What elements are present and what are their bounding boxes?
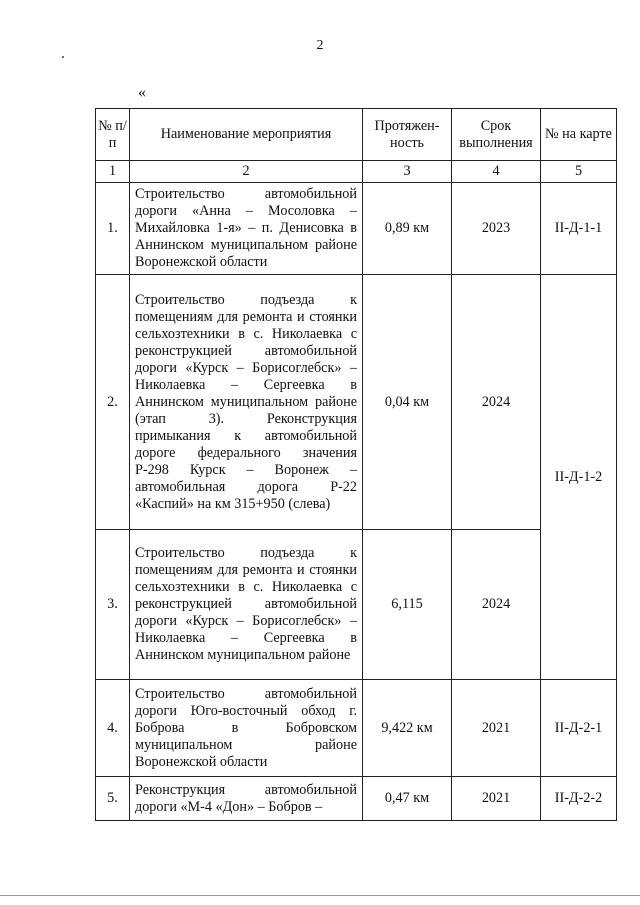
measure-length: 0,04 км xyxy=(363,275,452,530)
measure-name: Строительство подъезда к помещениям для ремонта и стоянки сельхозтехники в с. Николаевка с реконструкцией автомобильной дороги «Курск – Борисоглебск» – Николаевка – Сергеевка в Аннинском муниципальном районе (этап 3). Реконструкция примыкания к автомобильной дороге федерального значения Р-298 Курск – Воронеж – автомобильная дорога Р-22 «Каспий» на км 315+950 (слева) xyxy=(130,275,363,530)
measure-year: 2021 xyxy=(452,680,541,777)
map-number: II-Д-2-1 xyxy=(541,680,617,777)
row-number: 5. xyxy=(96,777,130,821)
measure-year: 2024 xyxy=(452,530,541,680)
measure-name: Строительство автомобильной дороги Юго-восточный обход г. Боброва в Бобровском муниципальном районе Воронежской области xyxy=(130,680,363,777)
map-number: II-Д-2-2 xyxy=(541,777,617,821)
measures-table xyxy=(95,108,617,821)
map-number: II-Д-1-1 xyxy=(541,183,617,275)
table-row xyxy=(96,183,617,275)
column-number: 1 xyxy=(96,161,130,183)
column-number: 5 xyxy=(541,161,617,183)
header-name: Наименование мероприятия xyxy=(130,109,363,161)
opening-quote: « xyxy=(138,84,146,101)
row-number: 3. xyxy=(96,530,130,680)
measure-name: Строительство подъезда к помещениям для ремонта и стоянки сельхозтехники в с. Николаевка с реконструкцией автомобильной дороги «Курск – Борисоглебск» – Николаевка – Сергеевка в Аннинском муниципальном районе xyxy=(130,530,363,680)
header-deadline: Срок выполнения xyxy=(452,109,541,161)
measure-year: 2023 xyxy=(452,183,541,275)
column-number-row xyxy=(96,161,617,183)
measure-length: 0,89 км xyxy=(363,183,452,275)
table-header-row xyxy=(96,109,617,161)
column-number: 2 xyxy=(130,161,363,183)
measure-name: Реконструкция автомобильной дороги «М-4 «Дон» – Бобров – xyxy=(130,777,363,821)
table-row xyxy=(96,680,617,777)
measure-length: 9,422 км xyxy=(363,680,452,777)
measure-length: 6,115 xyxy=(363,530,452,680)
table-row xyxy=(96,275,617,530)
map-number: II-Д-1-2 xyxy=(541,275,617,680)
scan-edge-line xyxy=(0,895,640,896)
table-row xyxy=(96,530,617,680)
header-length: Протяжен-ность xyxy=(363,109,452,161)
page-number: 2 xyxy=(316,38,324,53)
measure-year: 2024 xyxy=(452,275,541,530)
column-number: 4 xyxy=(452,161,541,183)
table-row xyxy=(96,777,617,821)
row-number: 2. xyxy=(96,275,130,530)
header-number: № п/п xyxy=(96,109,130,161)
measure-length: 0,47 км xyxy=(363,777,452,821)
scan-speck xyxy=(62,56,64,58)
row-number: 4. xyxy=(96,680,130,777)
row-number: 1. xyxy=(96,183,130,275)
header-map-number: № на карте xyxy=(541,109,617,161)
measure-name: Строительство автомобильной дороги «Анна – Мосоловка – Михайловка 1-я» – п. Денисовка в Аннинском муниципальном районе Воронежской области xyxy=(130,183,363,275)
measure-year: 2021 xyxy=(452,777,541,821)
column-number: 3 xyxy=(363,161,452,183)
